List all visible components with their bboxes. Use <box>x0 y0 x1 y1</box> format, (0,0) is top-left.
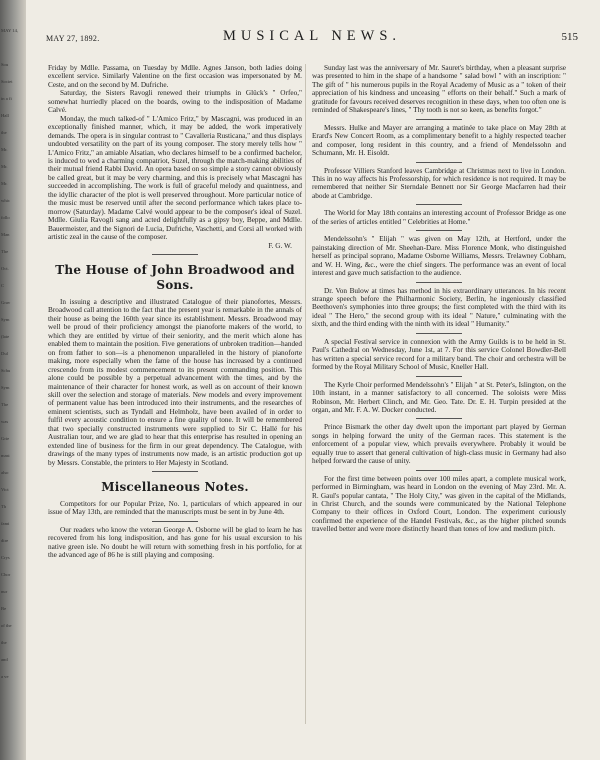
edge-fragment: also <box>1 470 9 475</box>
stanford-paragraph: Professor Villiers Stanford leaves Cambridge at Christmas next to live in London. This in no way affects his Professorship, for which residence is not required. It may be remembered that neither Sir Sterndale Bennett nor Sir George Macfarren had their abode at Cambridge. <box>312 166 566 200</box>
note-divider <box>416 230 462 231</box>
edge-fragment: (late <box>1 334 10 339</box>
edge-fragment: the <box>1 640 7 645</box>
edge-fragment: mast <box>1 453 10 458</box>
right-column <box>312 64 566 754</box>
note-divider <box>416 162 462 163</box>
adjacent-page-edge <box>0 0 26 760</box>
broadwood-paragraph: In issuing a descriptive and illustrated Catalogue of their pianofortes, Messrs. Broadwood call attention to the fact that the present year is remarkable in the annals of their house as being the 160th year since its establishment. Messrs. Broadwood may well be proud of their proficiency amongst the pianoforte makers of the world, to which they are entitled by virtue of their seniority, and the merit which alone has enabled them to maintain the position. Five generations of unbroken tradition—handed on from father to son—is a phenomenon unparalleled in the history of pianoforte making, more especially when the fame of the house has increased by a continued crescendo from its modest commencement to its present commanding position. This alone could be possible by a perpetual advancement with the times, and by the maintenance of their character for honest work, as well as on account of their known skill over the selection and storage of materials. New models and every improvement of permanent value has been introduced into their instruments, and the researches of eminent scientists, such as Tyndall and Helmholz, have been availed of in order to fulfil every acoustic condition to ensure a fine quality of tone. It will be remembered that two specially constructed instruments were supplied to Sir C. Hallé for his Australian tour, and we are glad to hear that this enterprise has resulted in opening an extended line of business for the firm in our great dependency. The Catalogue, with drawings of the many types of instruments now made, is an artistic production got up by Messrs. Constable, the printers to Her Majesty in Scotland. <box>48 297 302 467</box>
edge-fragment: Grav <box>1 300 11 305</box>
edge-fragment: Th <box>1 504 7 509</box>
header-date: MAY 27, 1892. <box>46 34 100 43</box>
edge-fragment: C <box>1 283 5 288</box>
von-bulow-paragraph: Dr. Von Bulow at times has method in his extraordinary utterances. In his recent strange speech before the Philharmonic Society, Berlin, he ingeniously classified Beethoven's symphonies into three groups; the first completed with the third with its ideal " The Hero," the second group with its ideal " Nature," culminating with the sixth, and the third ending with the ninth with its ideal " Humanity." <box>312 286 566 329</box>
note-divider <box>416 119 462 120</box>
miscellaneous-heading: Miscellaneous Notes. <box>101 480 249 495</box>
edge-fragment: Vict <box>1 487 9 492</box>
kyrle-choir-paragraph: The Kyrle Choir performed Mendelssohn's " Elijah " at St. Peter's, Islington, on the 10th instant, in a manner satisfactory to all concerned. The soloists were Miss Robinson, Mr. Herbert Clinch, and Mr. Geo. Tate. Dr. E. H. Turpin presided at the organ, and Mr. F. A. W. Docker conducted. <box>312 380 566 414</box>
edge-fragment: fami <box>1 521 10 526</box>
note-divider <box>416 470 462 471</box>
page-number: 515 <box>561 31 578 43</box>
edge-fragment: The <box>1 402 9 407</box>
edge-fragment: Mr. <box>1 164 8 169</box>
edge-fragment: The <box>1 249 9 254</box>
author-signature: F. G. W. <box>268 241 292 250</box>
edge-fragment: Grie <box>1 436 10 441</box>
opera-paragraph-3: Monday, the much talked-of " L'Amico Fritz," by Mascagni, was produced in an exceptionally finished manner, which, it may be added, the work imperatively demands. The opera is in singular contrast to " Cavalleria Rusticana," and thus displays undoubted versatility on the part of its young composer. The story merely tells how " L'Amico Fritz," an amiable Alsatian, who declares himself to be a confirmed bachelor, is induced to wed a charming compatriot, Suzel, through the match-making abilities of their mutual friend Rabbi David. An opera based on so simple a story cannot obviously be called great, but it may be very charming, and this is precisely what Mascagni has succeeded in accomplishing. The work is full of graceful melody and quaintness, and the idyllic character of the plot is well preserved throughout. More particular notice of the music must be reserved until after the second performance which takes place to-morrow (Saturday). Madame Calvé would appear to be the composer's ideal of Suzel. Mdlle. Giulia Ravogli sang and acted delightfully as a gipsy boy, Beppe, and Mdlle. Bauermeister, and the Signori de Lucia, Dufriche, Vaschetti, and Corsi all worked with artistic zeal in the cause of the composer. <box>48 114 302 242</box>
edge-fragment: Man <box>1 232 10 237</box>
opera-paragraph-1: Friday by Mdlle. Passama, on Tuesday by Mdlle. Agnes Janson, both ladies doing excellent service. Similarly Valentine on the first occasion was impersonated by M. Ceste, and on the second by M. Dufriche. <box>48 64 302 89</box>
edge-fragment: MAY 14, <box>1 28 19 33</box>
bismark-paragraph: Prince Bismark the other day dwelt upon the important part played by German songs in helping forward the unity of the German races. This statement is the enforcement of a popular view, which prevails everywhere. Probably it would be equally true to assert that general cultivation of high-class music in Germany had also helped forward the cause of unity. <box>312 423 566 466</box>
broadwood-heading: The House of John Broadwood and Sons. <box>55 262 295 292</box>
edge-fragment: was <box>1 419 9 424</box>
edge-fragment: the <box>1 130 7 135</box>
edge-fragment: Crys <box>1 555 10 560</box>
edge-fragment: nur <box>1 589 8 594</box>
edge-fragment: in a fi <box>1 96 12 101</box>
note-divider <box>416 333 462 334</box>
edge-fragment: dire <box>1 538 9 543</box>
edge-fragment: Sym <box>1 317 10 322</box>
prize-paragraph: Competitors for our Popular Prize, No. 1, particulars of which appeared in our issue of May 13th, are reminded that the manuscripts must be sent in by June 4th. <box>48 500 302 517</box>
newspaper-page <box>26 0 600 760</box>
edge-fragment: Dul <box>1 351 8 356</box>
edge-fragment: Hall <box>1 113 9 118</box>
masthead-title: MUSICAL NEWS. <box>222 28 402 44</box>
note-divider <box>152 521 198 522</box>
section-divider <box>152 254 198 255</box>
edge-fragment: Be <box>1 606 7 611</box>
edge-fragment: Schu <box>1 368 11 373</box>
telephone-paragraph: For the first time between points over 100 miles apart, a complete musical work, performed in Birmingham, was heard in London on the evening of May 23rd. Mr. A. R. Gaul's popular cantata, " The Holy City," was given in the capital of the Midlands, in Christ Church, and the sounds were communicated by the National Telephone Company to their offices in Oxford Court, London. The experiment curiously confirmed the experience of the Handel Festivals, &c., as the higher pitched sounds travelled better and were more distinctly heard than tones of low and medium pitch. <box>312 474 566 534</box>
column-divider <box>305 64 306 724</box>
adjacent-page-text <box>1 0 23 760</box>
elijah-hertford-paragraph: Mendelssohn's " Elijah " was given on May 12th, at Hertford, under the painstaking direction of Mr. Sheehan-Dare. Miss Florence Monk, who distinguished herself as principal soprano, Madame Osborne Williams, Messrs. Trelawney Cobham, and W. H. Wing, &c., were the chief singers. The performance was an event of local interest and gave much satisfaction to the audience. <box>312 235 566 278</box>
note-divider <box>416 418 462 419</box>
osborne-paragraph: Our readers who know the veteran George A. Osborne will be glad to learn he has recovered from his long indisposition, and has gone for his usual excursion to his native green isle. No doubt he will return with something fresh in his portfolio, for at the advanced age of 86 he is still playing and composing. <box>48 525 302 560</box>
edge-fragment: a ve <box>1 674 9 679</box>
note-divider <box>416 204 462 205</box>
sauret-paragraph: Sunday last was the anniversary of Mr. Sauret's birthday, when a pleasant surprise was presented to him in the shape of a handsome " salad bowl " with an inscription: " The gift of " his numerous pupils in the Royal Academy of Music as a " token of their appreciation of his kindness and unceasing " efforts on their behalf." Such a mark of gratitude for favours received deserves recognition in these days, when too often one is reminded of Shakespeare's lines, " Thy tooth is not so keen, as benefits forgot." <box>312 64 566 115</box>
page-header <box>46 28 578 46</box>
matinee-paragraph: Messrs. Hulke and Mayer are arranging a matinée to take place on May 28th at Erard's New Concert Room, as a complimentary benefit to a highly respected teacher and composer, long resident in this country, and a friend of Mendelssohn and Schumann, Mr. H. Eisoldt. <box>312 123 566 158</box>
opera-paragraph-2: Saturday, the Sisters Ravogli renewed their triumphs in Glück's " Orfeo," somewhat hurriedly placed on the boards, owing to the indisposition of Madame Calvé. <box>48 89 302 115</box>
edge-fragment: follo <box>1 215 10 220</box>
edge-fragment: and <box>1 657 8 662</box>
army-guilds-paragraph: A special Festival service in connexion with the Army Guilds is to be held in St. Paul's Cathedral on Wednesday, June 1st, at 7. For this service Colonel Bowdler-Bell has written a special service record for a military band. The choir and orchestra will be formed by the Royal Military School of Music, Kneller Hall. <box>312 337 566 372</box>
edge-fragment: Mr. <box>1 181 8 186</box>
edge-fragment: Chor <box>1 572 11 577</box>
section-divider <box>152 471 198 472</box>
left-column <box>48 64 302 754</box>
edge-fragment: whic <box>1 198 10 203</box>
edge-fragment: of the <box>1 623 12 628</box>
edge-fragment: Societ <box>1 79 13 84</box>
edge-fragment: Mr. <box>1 147 8 152</box>
edge-fragment: Sym <box>1 385 10 390</box>
edge-fragment: Sou <box>1 62 9 67</box>
bridge-paragraph: The World for May 18th contains an interesting account of Professor Bridge as one of the series of articles entitled " Celebrities at Home." <box>312 209 566 226</box>
note-divider <box>416 282 462 283</box>
edge-fragment: Oct. <box>1 266 9 271</box>
note-divider <box>416 376 462 377</box>
